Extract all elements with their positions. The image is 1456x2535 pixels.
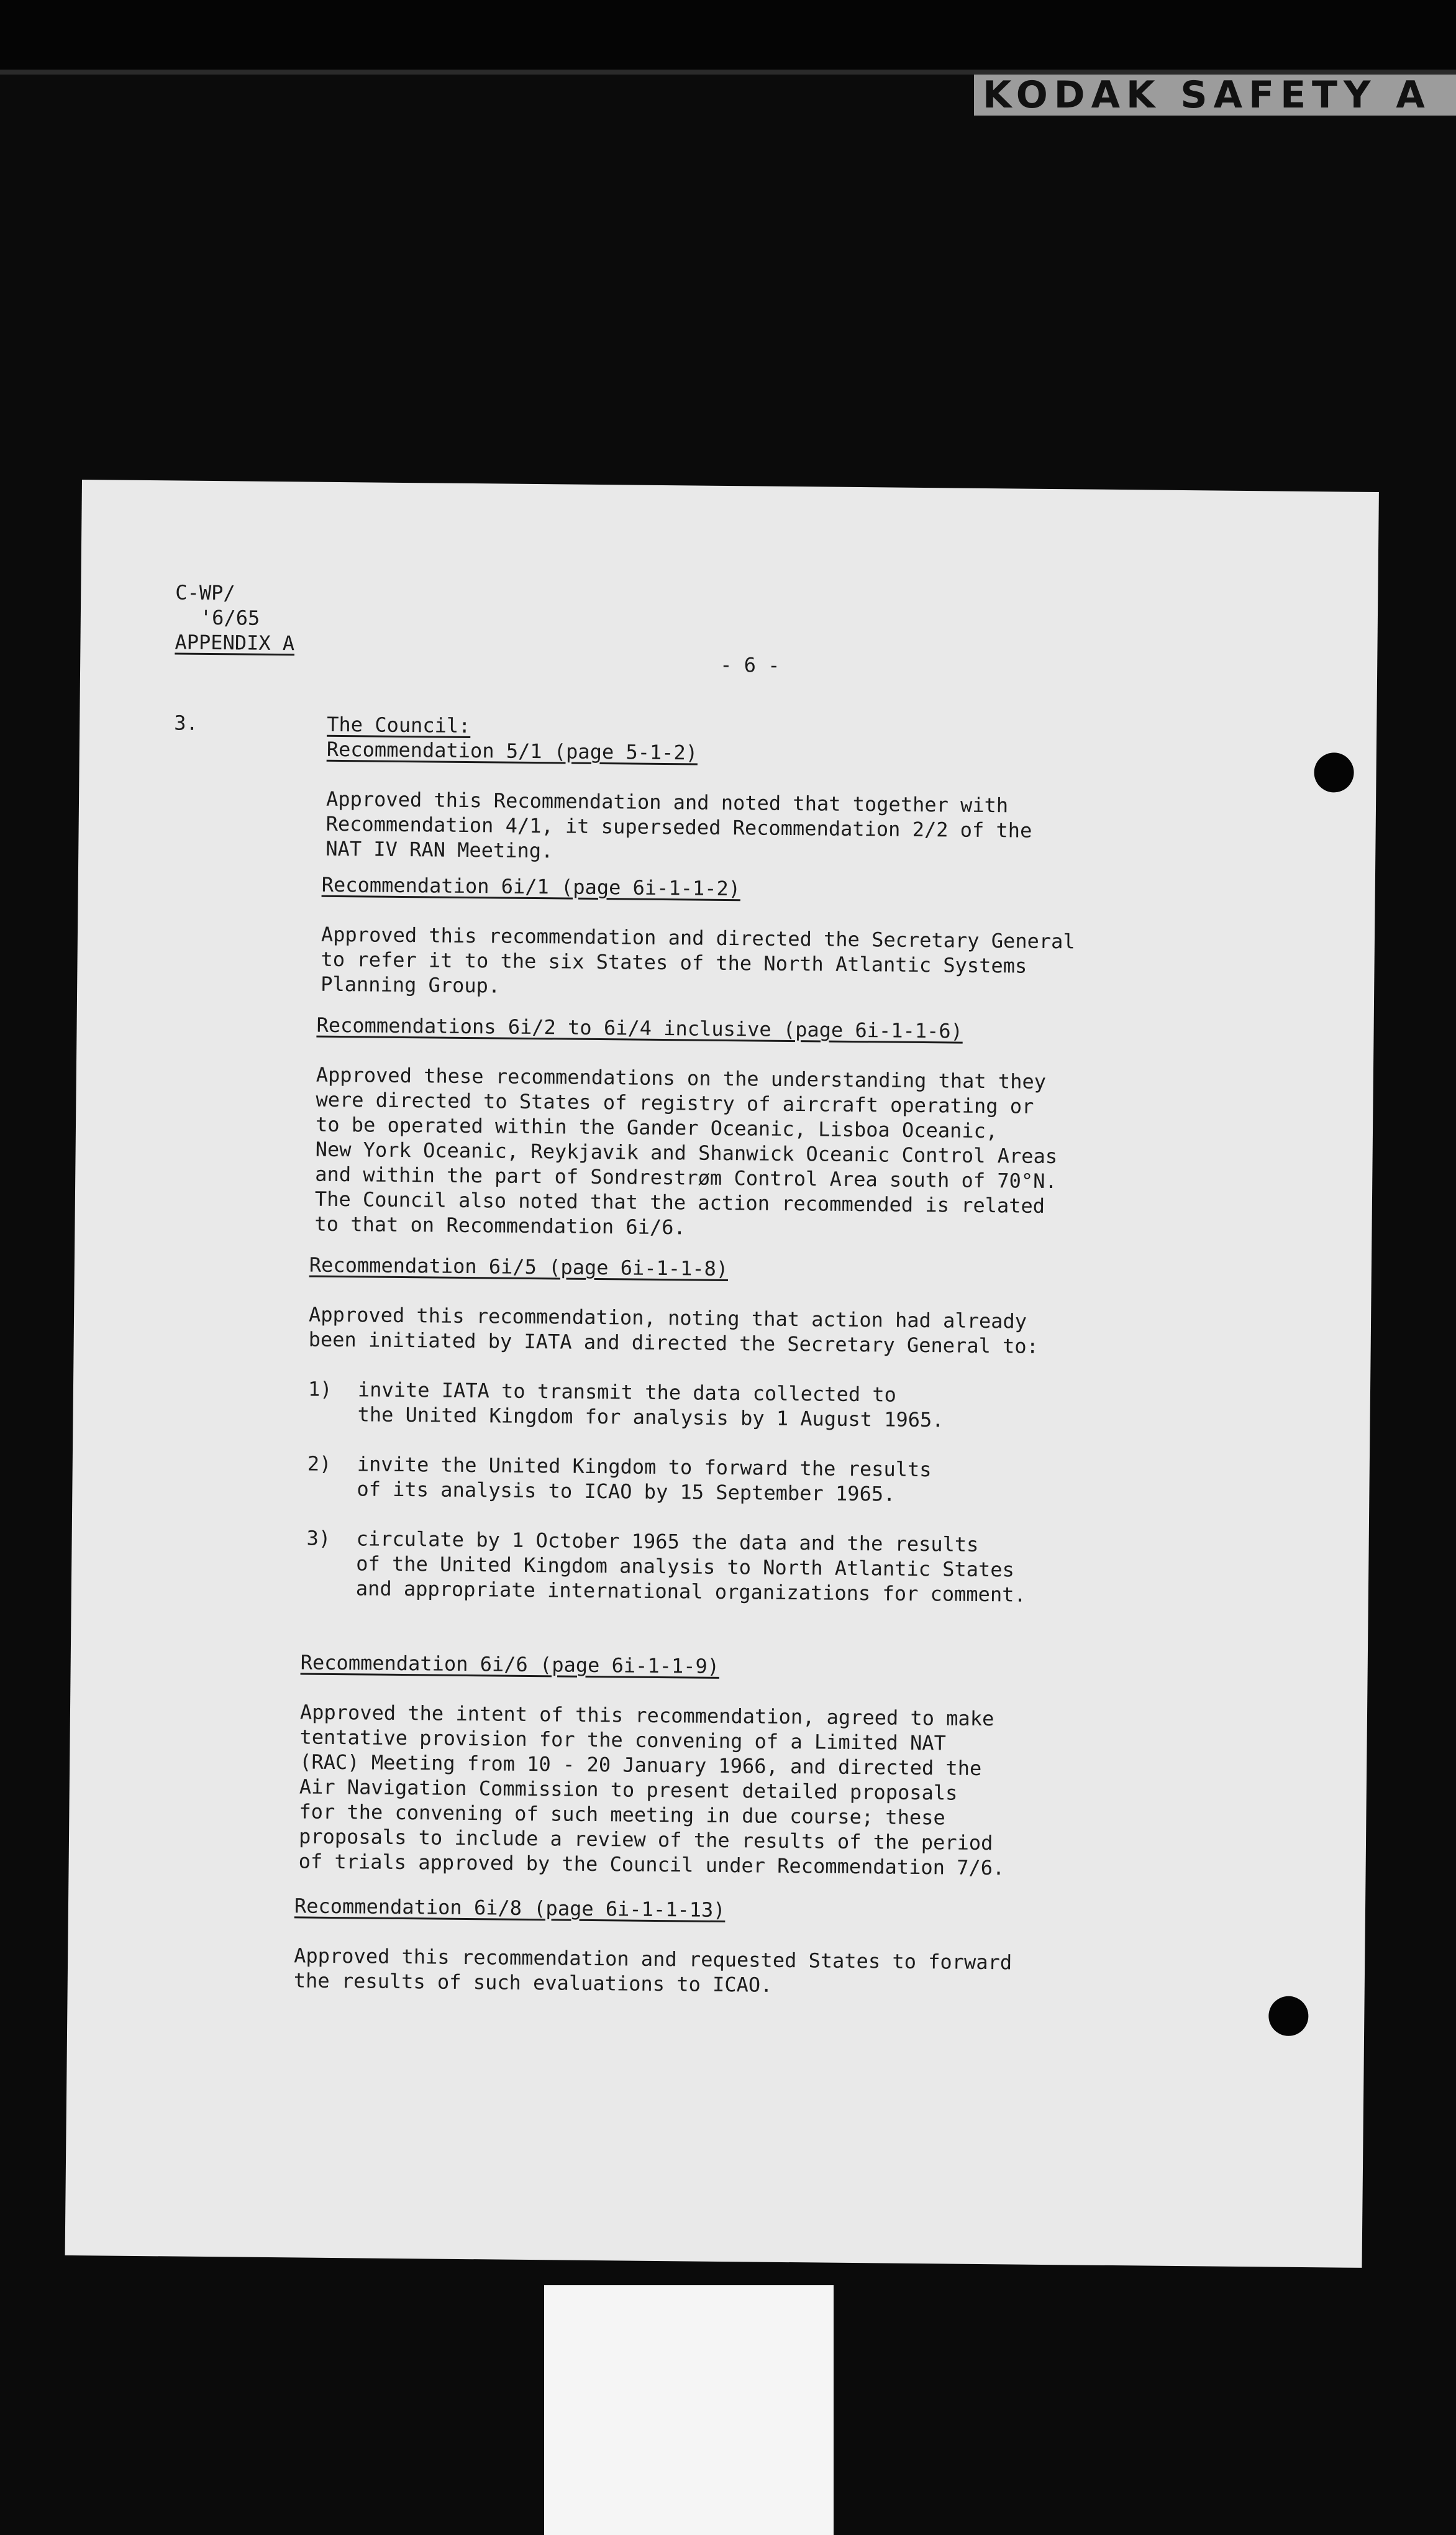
body-line: tentative provision for the convening of a Limited NAT	[299, 1725, 947, 1755]
section-heading: Recommendation 6i/5 (page 6i-1-1-8)	[309, 1253, 729, 1281]
section-rec-6i-1	[321, 872, 1076, 1004]
body-line: The Council also noted that the action recommended is related	[314, 1187, 1045, 1218]
punch-hole	[1314, 752, 1354, 793]
body-line: Approved these recommendations on the understanding that they	[316, 1062, 1047, 1094]
section-rec-6i-8	[294, 1893, 1012, 1999]
list-item-number: 3)	[306, 1526, 331, 1550]
film-edge-strip	[0, 70, 1456, 75]
document-reference	[175, 580, 295, 655]
section-heading: Recommendations 6i/2 to 6i/4 inclusive (page 6i-1-1-6)	[316, 1013, 963, 1043]
list-item-text: of the United Kingdom analysis to North Atlantic States	[356, 1551, 1015, 1582]
page-number: - 6 -	[720, 652, 780, 677]
body-line: to that on Recommendation 6i/6.	[314, 1212, 686, 1240]
council-heading: The Council:	[327, 712, 471, 738]
section-rec-5-1	[325, 712, 1033, 868]
reference-line-2: '6/65	[199, 605, 260, 630]
list-item-text: circulate by 1 October 1965 the data and the results	[356, 1527, 979, 1556]
section-heading: Recommendation 5/1 (page 5-1-2)	[326, 737, 698, 765]
reference-line-1: C-WP/	[175, 580, 235, 605]
body-line: and within the part of Sondrestrøm Control Area south of 70°N.	[315, 1162, 1057, 1194]
body-line: for the convening of such meeting in due course; these	[299, 1799, 945, 1830]
appendix-label: APPENDIX A	[175, 630, 295, 655]
body-line: Approved this recommendation, noting that action had already	[308, 1302, 1027, 1333]
list-item-number: 2)	[307, 1451, 332, 1476]
film-edge-label: KODAK SAFETY A	[974, 75, 1456, 116]
body-line: Planning Group.	[321, 972, 501, 998]
body-line: to be operated within the Gander Oceanic, Lisboa Oceanic,	[315, 1112, 998, 1143]
film-frame-marker	[544, 2285, 834, 2535]
film-border-top	[0, 0, 1456, 70]
body-line: Approved this Recommendation and noted that together with	[325, 787, 1009, 818]
list-item-text: invite IATA to transmit the data collected to	[357, 1377, 897, 1407]
section-rec-6i-5	[306, 1253, 1040, 1607]
section-rec-6i-2-to-6i-4	[314, 1013, 1058, 1243]
list-item	[306, 1526, 1037, 1607]
list-item-text: of its analysis to ICAO by 15 September 1965.	[357, 1477, 896, 1506]
body-line: Air Navigation Commission to present detailed proposals	[299, 1774, 958, 1805]
body-line: NAT IV RAN Meeting.	[325, 836, 553, 863]
body-line: Approved the intent of this recommendation, agreed to make	[299, 1700, 994, 1731]
section-number: 3.	[174, 711, 198, 735]
document-page	[65, 480, 1379, 2268]
body-line: Approved this recommendation and directed the Secretary General	[321, 922, 1075, 954]
list-item-number: 1)	[307, 1377, 332, 1401]
list-item-text: and appropriate international organizations for comment.	[355, 1576, 1026, 1607]
list-item-text: the United Kingdom for analysis by 1 August 1965.	[357, 1402, 944, 1432]
section-heading: Recommendation 6i/1 (page 6i-1-1-2)	[321, 872, 741, 901]
section-rec-6i-6	[298, 1650, 1006, 1880]
body-line: New York Oceanic, Reykjavik and Shanwick Oceanic Control Areas	[315, 1137, 1058, 1169]
section-heading: Recommendation 6i/6 (page 6i-1-1-9)	[300, 1650, 720, 1678]
body-line: (RAC) Meeting from 10 - 20 January 1966, and directed the	[299, 1750, 982, 1780]
body-line: to refer it to the six States of the North Atlantic Systems	[321, 947, 1027, 978]
body-line: the results of such evaluations to ICAO.	[293, 1968, 773, 1997]
body-line: Recommendation 4/1, it superseded Recommendation 2/2 of the	[325, 811, 1032, 843]
list-item	[307, 1377, 1038, 1433]
body-line: were directed to States of registry of aircraft operating or	[316, 1087, 1034, 1118]
list-item	[307, 1451, 1037, 1508]
body-line: proposals to include a review of the results of the period	[298, 1824, 993, 1855]
list-item-text: invite the United Kingdom to forward the results	[357, 1452, 932, 1482]
punch-hole	[1268, 1996, 1309, 2036]
body-line: of trials approved by the Council under Recommendation 7/6.	[298, 1849, 1005, 1880]
body-line: Approved this recommendation and requested States to forward	[294, 1944, 1012, 1975]
section-heading: Recommendation 6i/8 (page 6i-1-1-13)	[294, 1894, 726, 1922]
body-line: been initiated by IATA and directed the Secretary General to:	[308, 1327, 1039, 1358]
